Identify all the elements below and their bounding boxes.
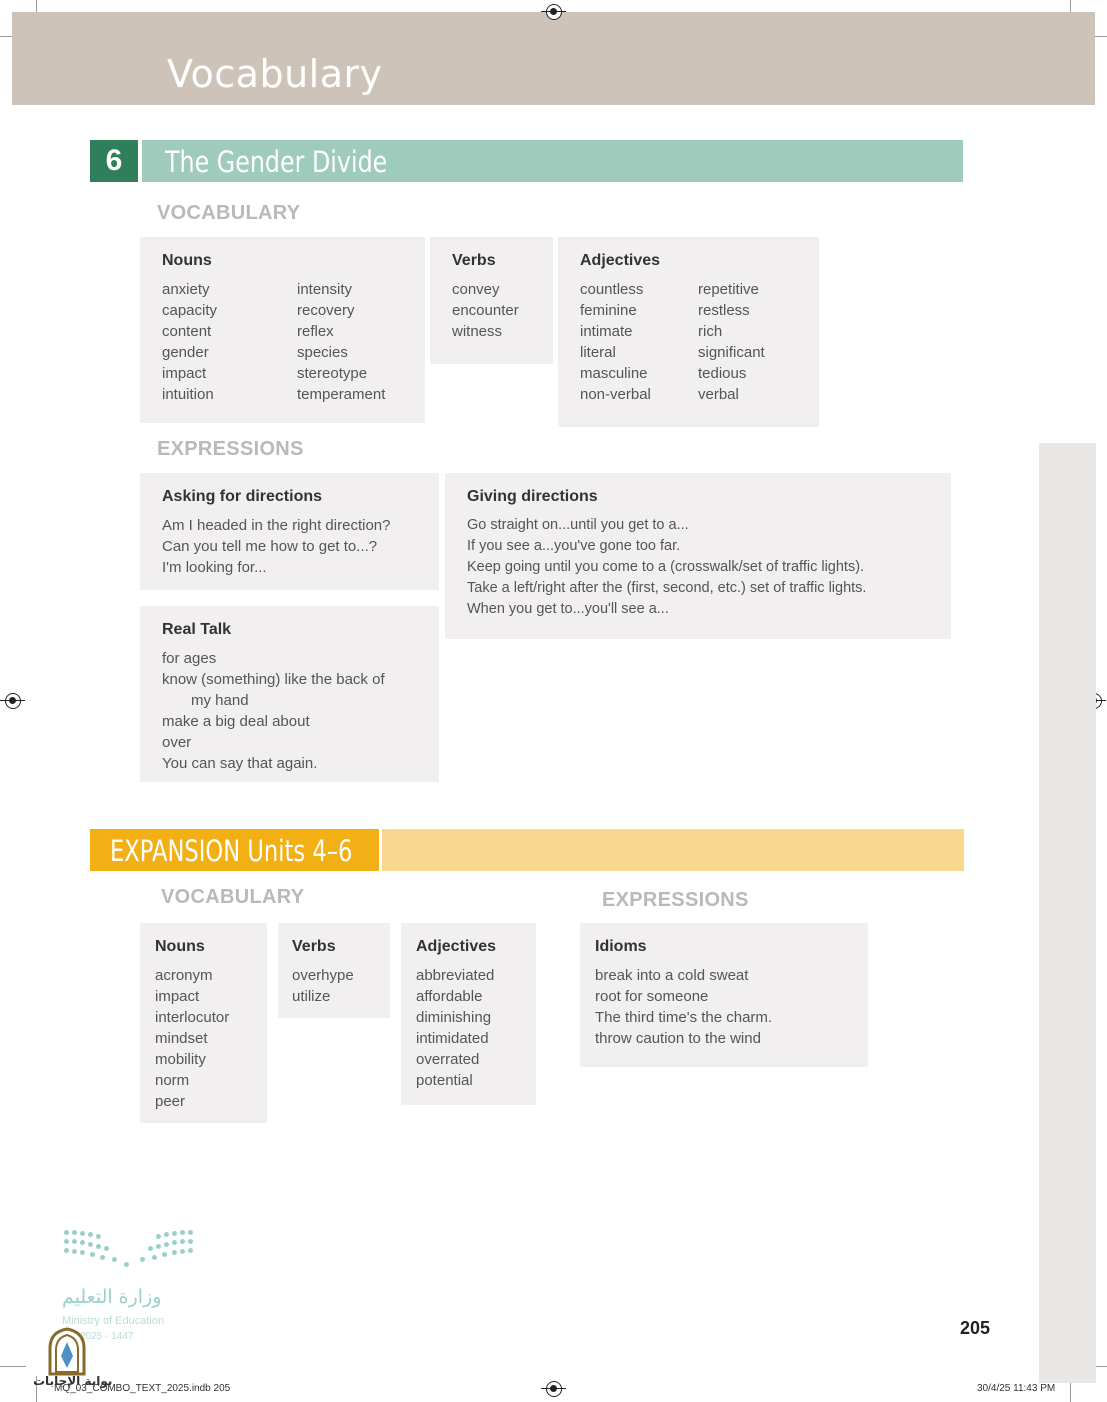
list-item: species — [297, 344, 348, 361]
adjectives-panel — [558, 237, 819, 427]
nouns-list — [162, 279, 217, 405]
list-item: reflex — [297, 323, 334, 340]
list-item: repetitive — [698, 281, 759, 298]
giving-directions-panel — [445, 473, 951, 639]
list-item: diminishing — [416, 1009, 492, 1026]
list-item: mobility — [155, 1051, 206, 1068]
list-item: Go straight on...until you get to a... — [467, 517, 689, 533]
list-item: rich — [698, 323, 723, 340]
list-item: norm — [155, 1072, 190, 1089]
list-item: intimidated — [416, 1030, 489, 1047]
watermark-emblem-icon — [44, 1326, 90, 1376]
expansion-verbs-heading: Verbs — [292, 938, 336, 955]
list-item: mindset — [155, 1030, 208, 1047]
vocabulary-label: VOCABULARY — [157, 202, 301, 224]
list-item: content — [162, 323, 212, 340]
list-item: restless — [698, 302, 750, 319]
list-item: non-verbal — [580, 386, 651, 403]
expressions-label: EXPRESSIONS — [157, 438, 304, 460]
expansion-nouns-panel — [140, 923, 267, 1123]
idioms-list — [595, 965, 772, 1049]
list-item: potential — [416, 1072, 473, 1089]
list-item: tedious — [698, 365, 747, 382]
expansion-bar-extension — [382, 829, 964, 871]
expansion-adjectives-heading: Adjectives — [416, 938, 497, 955]
expansion-title: EXPANSION Units 4–6 — [110, 834, 353, 868]
verbs-heading: Verbs — [452, 252, 496, 269]
list-item: The third time's the charm. — [595, 1009, 773, 1026]
list-item: for ages — [162, 650, 217, 667]
list-item: I'm looking for... — [162, 559, 267, 576]
list-item: my hand — [191, 692, 249, 709]
real-talk-list — [162, 648, 385, 774]
list-item: Keep going until you come to a (crosswalk/set of traffic lights). — [467, 559, 865, 575]
list-item: witness — [452, 323, 503, 340]
list-item: abbreviated — [416, 967, 495, 984]
expansion-verbs-panel — [278, 923, 390, 1018]
expansion-verbs-list — [292, 965, 354, 1007]
list-item: significant — [698, 344, 765, 361]
list-item: If you see a...you've gone too far. — [467, 538, 681, 554]
list-item: over — [162, 734, 192, 751]
list-item: acronym — [155, 967, 213, 984]
list-item: throw caution to the wind — [595, 1030, 761, 1047]
idioms-heading: Idioms — [595, 938, 647, 955]
list-item: Am I headed in the right direction? — [162, 517, 391, 534]
list-item: convey — [452, 281, 500, 298]
list-item: overhype — [292, 967, 354, 984]
page-number: 205 — [960, 1318, 991, 1338]
list-item: intimate — [580, 323, 633, 340]
list-item: masculine — [580, 365, 648, 382]
list-item: You can say that again. — [162, 755, 318, 772]
list-item: stereotype — [297, 365, 368, 382]
nouns-list — [297, 279, 385, 405]
list-item: break into a cold sweat — [595, 967, 749, 984]
adjectives-list — [698, 279, 765, 405]
registration-mark-icon — [546, 4, 562, 20]
verbs-list — [452, 279, 519, 342]
expansion-adjectives-list — [416, 965, 494, 1091]
page-title: Vocabulary — [167, 52, 383, 96]
list-item: utilize — [292, 988, 331, 1005]
footer-file-info: MQ_03_COMBO_TEXT_2025.indb 205 — [54, 1383, 231, 1394]
list-item: gender — [162, 344, 209, 361]
adjectives-heading: Adjectives — [580, 252, 661, 269]
list-item: root for someone — [595, 988, 709, 1005]
list-item: literal — [580, 344, 616, 361]
list-item: verbal — [698, 386, 739, 403]
list-item: When you get to...you'll see a... — [467, 601, 669, 617]
list-item: peer — [155, 1093, 186, 1110]
list-item: feminine — [580, 302, 637, 319]
list-item: recovery — [297, 302, 355, 319]
expansion-nouns-heading: Nouns — [155, 938, 205, 955]
asking-directions-panel — [140, 473, 439, 590]
list-item: intuition — [162, 386, 214, 403]
list-item: overrated — [416, 1051, 480, 1068]
list-item: make a big deal about — [162, 713, 310, 730]
list-item: countless — [580, 281, 644, 298]
expansion-nouns-list — [155, 965, 229, 1112]
list-item: temperament — [297, 386, 386, 403]
list-item: impact — [155, 988, 200, 1005]
verbs-panel — [430, 237, 553, 364]
giving-directions-heading: Giving directions — [467, 488, 598, 505]
expansion-adjectives-panel — [401, 923, 536, 1105]
idioms-panel — [580, 923, 868, 1067]
list-item: encounter — [452, 302, 519, 319]
adjectives-list — [580, 279, 651, 405]
list-item: affordable — [416, 988, 483, 1005]
registration-mark-icon — [546, 1381, 562, 1397]
ministry-english-name: Ministry of Education — [62, 1315, 165, 1327]
list-item: intensity — [297, 281, 353, 298]
list-item: interlocutor — [155, 1009, 230, 1026]
ministry-logo — [60, 1226, 200, 1336]
nouns-panel — [140, 237, 425, 423]
real-talk-heading: Real Talk — [162, 621, 232, 638]
list-item: anxiety — [162, 281, 210, 298]
nouns-heading: Nouns — [162, 252, 212, 269]
unit-number: 6 — [90, 140, 138, 182]
giving-directions-list — [467, 515, 866, 620]
asking-directions-list — [162, 515, 390, 578]
side-strip — [1039, 443, 1096, 1383]
list-item: Can you tell me how to get to...? — [162, 538, 378, 555]
footer-datetime: 30/4/25 11:43 PM — [977, 1383, 1056, 1394]
list-item: Take a left/right after the (first, second, etc.) set of traffic lights. — [467, 580, 867, 596]
watermark-text: بوابة الإجابات — [33, 1374, 113, 1388]
list-item: know (something) like the back of — [162, 671, 385, 688]
registration-mark-icon — [5, 693, 21, 709]
real-talk-panel — [140, 606, 439, 782]
unit-title: The Gender Divide — [165, 145, 388, 179]
expansion-vocabulary-label: VOCABULARY — [161, 886, 305, 908]
list-item: capacity — [162, 302, 218, 319]
list-item: impact — [162, 365, 207, 382]
asking-directions-heading: Asking for directions — [162, 488, 323, 505]
ministry-year: 2025 - 1447 — [80, 1331, 134, 1342]
expansion-expressions-label: EXPRESSIONS — [602, 889, 749, 911]
crop-mark — [0, 1366, 26, 1367]
ministry-arabic-name: وزارة التعليم — [62, 1286, 162, 1308]
